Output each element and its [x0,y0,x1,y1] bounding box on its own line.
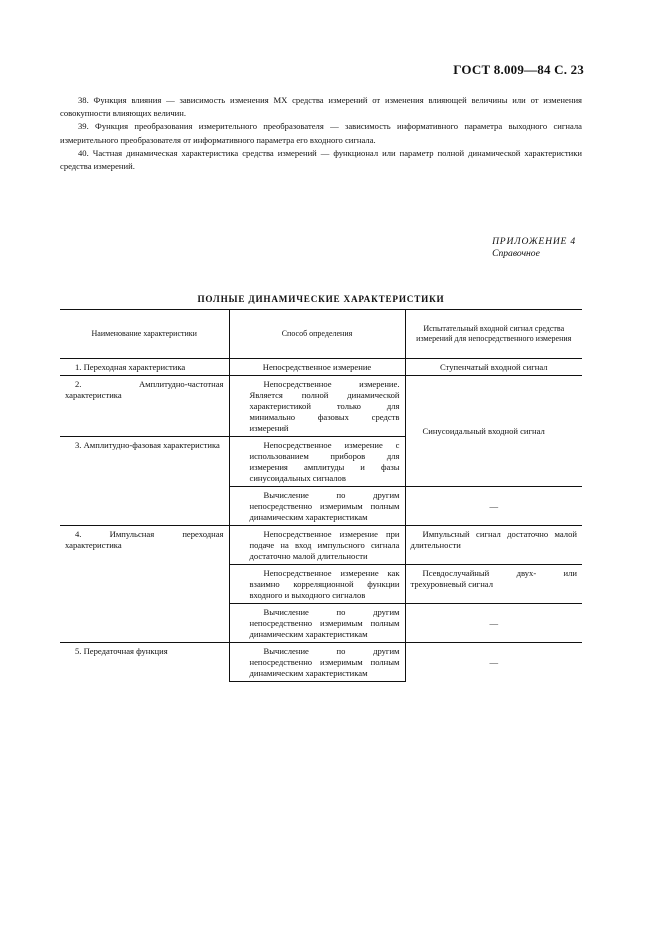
row1-signal: Ступенчатый входной сигнал [439,362,548,372]
row3-name: 3. Амплитудно-фазовая характеристика [60,437,229,526]
definition-38: 38. Функция влияния — зависимость изменения МХ средства измерений от изменения влияющей величины или от изменения совокупности влияющих величин. [60,95,582,119]
page-header: ГОСТ 8.009—84 С. 23 [453,62,584,77]
row4-method-a: Непосредственное измерение при подаче на вход импульсного сигнала достаточно малой длительности [229,526,405,565]
row3-signal-b: — [405,487,582,526]
row4-method-b: Непосредственное измерение как взаимно корреляционной функции входного и выходного сигналов [229,565,405,604]
row4-method-c: Вычисление по другим непосредственно измеримым полным динамическим характеристикам [229,604,405,643]
row5-name: 5. Передаточная функция [60,643,229,682]
row3-method-a: Непосредственное измерение с использованием приборов для измерения амплитуды и фазы синусоидальных сигналов [229,437,405,487]
header-name: Наименование характеристики [60,310,229,359]
table-header-row [60,310,582,359]
definitions-block [60,94,582,173]
row5-signal: — [405,643,582,682]
row2-method: Непосредственное измерение. Является полной динамической характеристикой только для минимально фазовых средств измерений [229,376,405,437]
row2-3-signal: Синусоидальный входной сигнал [405,376,582,487]
definition-39: 39. Функция преобразования измерительного преобразователя — зависимость информативного параметра выходного сигнала измерительного преобразователя от информативного параметра его входного сигнала. [60,121,582,145]
row1-name: 1. Переходная характеристика [60,359,229,376]
row5-method: Вычисление по другим непосредственно измеримым полным динамическим характеристикам [229,643,405,682]
row3-method-b: Вычисление по другим непосредственно измеримым полным динамическим характеристикам [229,487,405,526]
row4-name: 4. Импульсная переходная характеристика [60,526,229,643]
definition-40: 40. Частная динамическая характеристика средства измерений — функционал или параметр полной динамической характеристики средства измерений. [60,147,582,172]
row4-signal-b: Псевдослучайный двух- или трехуровневый сигнал [405,565,582,604]
appendix-label: ПРИЛОЖЕНИЕ 4 [492,236,576,247]
table-row [60,376,582,437]
table-title: ПОЛНЫЕ ДИНАМИЧЕСКИЕ ХАРАКТЕРИСТИКИ [197,294,445,304]
table-row [60,359,582,376]
row1-method: Непосредственное измерение [229,359,405,376]
header-signal: Испытательный входной сигнал средства измерений для непосредственного измерения [405,310,582,359]
table-row [60,643,582,682]
table-row [60,526,582,565]
row4-signal-c: — [405,604,582,643]
dynamic-characteristics-table [60,309,582,682]
appendix-label-block [492,236,576,260]
header-method: Способ определения [229,310,405,359]
row2-name: 2. Амплитудно-частотная характеристика [60,376,229,437]
row4-signal-a: Импульсный сигнал достаточно малой длительности [405,526,582,565]
appendix-note: Справочное [492,248,540,259]
